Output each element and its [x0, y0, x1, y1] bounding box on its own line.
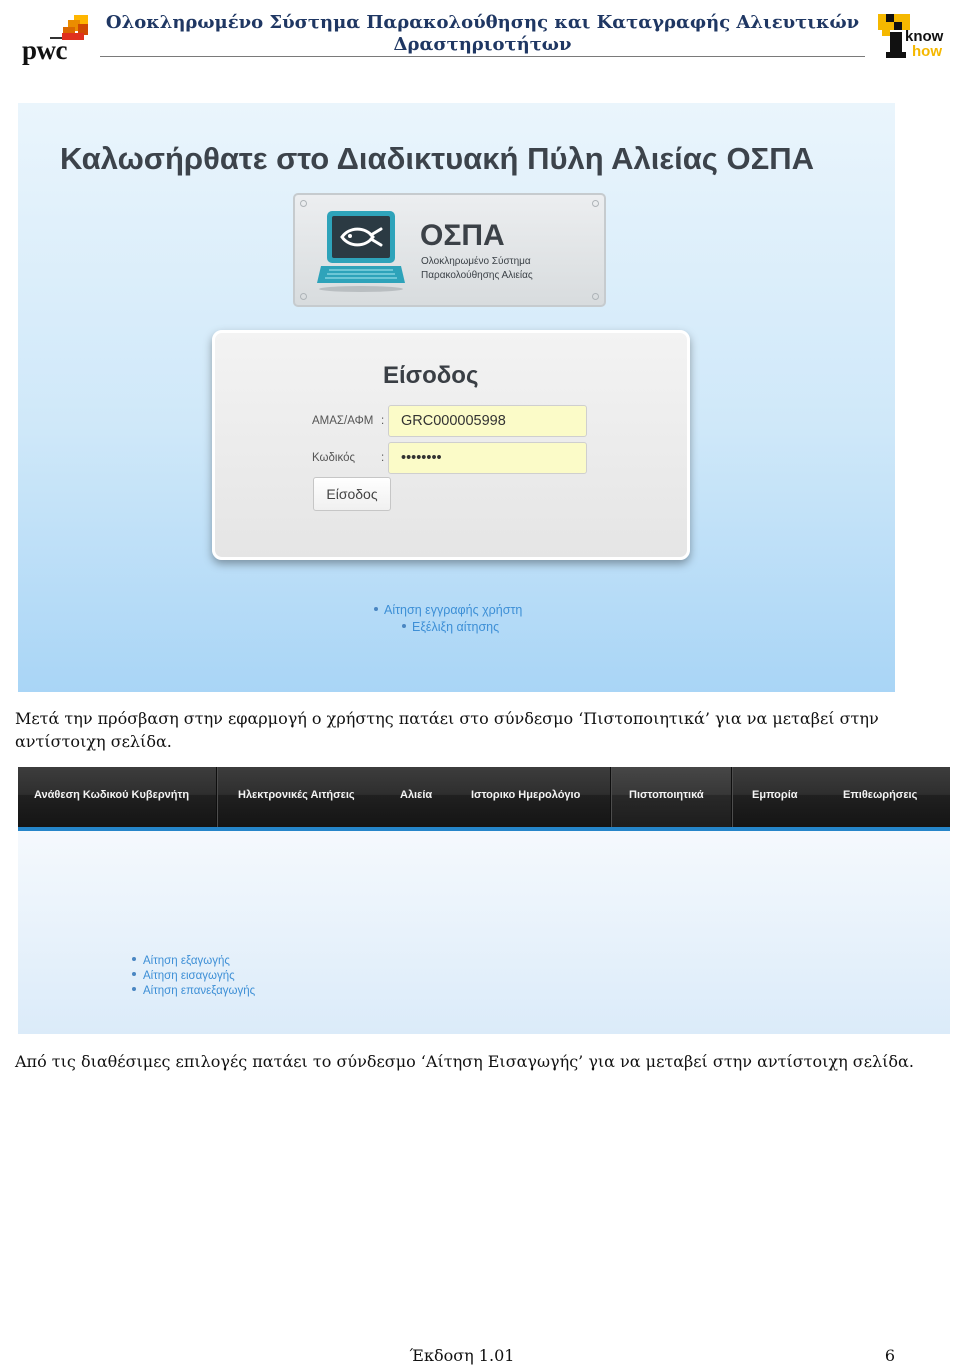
footer-page-number: 6: [884, 1346, 896, 1365]
bullet-icon: [132, 957, 136, 961]
list-item: [132, 981, 255, 995]
iknow-logo-text-know: know: [905, 28, 944, 45]
re-export-application-link[interactable]: Αίτηση επανεξαγωγής: [143, 985, 256, 997]
username-label-colon: :: [381, 415, 385, 427]
nav-item-inspections[interactable]: Επιθεωρήσεις: [843, 789, 918, 801]
bullet-icon: [374, 607, 378, 611]
password-label-colon: :: [381, 452, 385, 464]
register-user-link[interactable]: Αίτηση εγγραφής χρήστη: [384, 603, 523, 617]
certificates-content-area: [18, 831, 950, 1034]
welcome-heading: Καλωσήρθατε στο Διαδικτυακή Πύλη Αλιείας ΟΣΠΑ: [60, 141, 814, 176]
screw-icon: [592, 200, 599, 207]
pwc-logo-text: pwc: [22, 35, 67, 65]
instruction-paragraph-2: Από τις διαθέσιμες επιλογές πατάει το σύνδεσμο ‘Αίτηση Εισαγωγής’ για να μεταβεί στην αντίστοιχη σελίδα.: [15, 1052, 914, 1071]
nav-item-history-logbook[interactable]: Ιστορικο Ημερολόγιο: [471, 789, 581, 801]
import-application-link[interactable]: Αίτηση εισαγωγής: [143, 970, 235, 982]
instruction-paragraph-1: Μετά την πρόσβαση στην εφαρμογή ο χρήστης πατάει στο σύνδεσμο ‘Πιστοποιητικά’ για να μεταβεί στην αντίστοιχη σελίδα.: [15, 709, 879, 751]
nav-item-fishing[interactable]: Αλιεία: [400, 789, 433, 801]
laptop-fish-icon: [315, 209, 407, 293]
brand-banner: [293, 193, 606, 307]
document-title: [100, 12, 865, 56]
login-page-screenshot: [18, 103, 895, 692]
brand-name: ΟΣΠΑ: [420, 219, 505, 252]
login-panel: [212, 330, 690, 560]
iknow-logo-text-how: how: [912, 43, 942, 60]
list-item: [132, 966, 235, 980]
pwc-logo: [18, 12, 92, 66]
list-item: [374, 601, 522, 615]
document-title-line-2: Δραστηριοτήτων: [393, 34, 572, 55]
screw-icon: [300, 200, 307, 207]
iknow-how-logo: [876, 12, 948, 62]
header-rule: [100, 56, 865, 57]
main-nav-bar: [18, 767, 950, 831]
nav-separator: [610, 767, 612, 827]
username-input[interactable]: [388, 405, 587, 437]
nav-item-certificates[interactable]: Πιστοποιητικά: [610, 767, 731, 827]
login-title: Είσοδος: [383, 362, 479, 389]
bullet-icon: [132, 987, 136, 991]
password-label: Κωδικός: [312, 452, 356, 464]
nav-item-captain-code[interactable]: Ανάθεση Κωδικού Κυβερνήτη: [34, 789, 190, 801]
application-status-link[interactable]: Εξέλιξη αίτησης: [412, 620, 500, 634]
export-application-link[interactable]: Αίτηση εξαγωγής: [143, 955, 230, 967]
brand-subtitle-line-1: Ολοκληρωμένο Σύστημα: [421, 256, 531, 267]
nav-item-trade[interactable]: Εμπορία: [752, 789, 798, 801]
nav-item-electronic-applications[interactable]: Ηλεκτρονικές Αιτήσεις: [238, 789, 355, 801]
brand-subtitle-line-2: Παρακολούθησης Αλιείας: [421, 270, 533, 281]
login-submit-button[interactable]: Είσοδος: [313, 477, 391, 511]
list-item: [132, 951, 230, 965]
bullet-icon: [132, 972, 136, 976]
bullet-icon: [402, 624, 406, 628]
screw-icon: [592, 293, 599, 300]
brand-subtitle: [421, 255, 533, 283]
screw-icon: [300, 293, 307, 300]
username-label: ΑΜΑΣ/ΑΦΜ: [312, 415, 374, 427]
password-input[interactable]: [388, 442, 587, 474]
list-item: [402, 618, 499, 632]
document-title-line-1: Ολοκληρωμένο Σύστημα Παρακολούθησης και Καταγραφής Αλιευτικών: [105, 12, 860, 33]
certificates-page-screenshot: [18, 767, 950, 1034]
footer-version: Έκδοση 1.01: [409, 1346, 515, 1365]
